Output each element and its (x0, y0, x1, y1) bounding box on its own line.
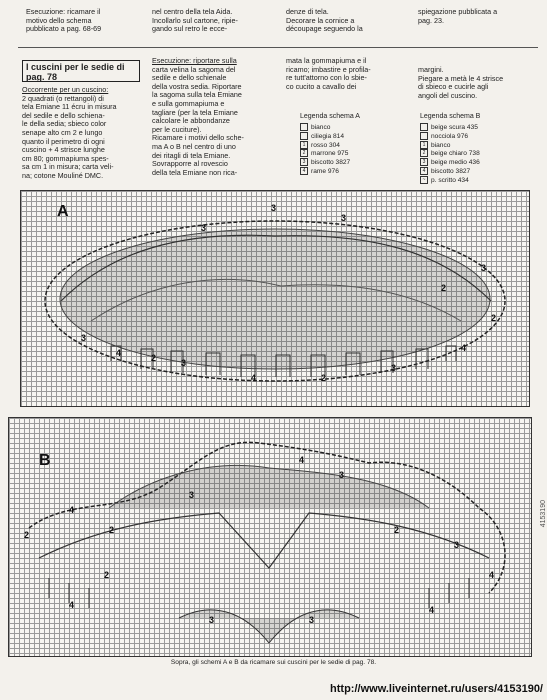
legend-item (300, 123, 360, 132)
text-line: sedile e dello schienale (152, 73, 227, 83)
svg-text:2: 2 (104, 570, 110, 580)
legend-label: rame 976 (311, 167, 339, 175)
svg-text:2: 2 (24, 530, 30, 540)
source-url[interactable]: http://www.liveinternet.ru/users/4153190/ (330, 683, 543, 695)
legend-b-title: Legenda schema B (420, 113, 481, 120)
text-line: quanto il perimetro di ogni (22, 136, 105, 146)
svg-text:3: 3 (339, 470, 345, 480)
text-line: pubblicato a pag. 68-69 (26, 24, 102, 34)
legend-item (420, 123, 480, 132)
text-line: 2 quadrati (o rettangoli) di (22, 93, 104, 103)
svg-text:3: 3 (271, 203, 277, 213)
svg-text:2: 2 (151, 353, 157, 363)
text-line: della vostra sedia. Riportare (152, 81, 242, 91)
legend-label: marrone 975 (311, 150, 349, 157)
col4-body (418, 66, 538, 100)
legend-item (420, 176, 480, 185)
legend-symbol (420, 132, 428, 140)
svg-text:4: 4 (116, 348, 122, 358)
svg-text:2: 2 (394, 525, 400, 535)
legend-item (300, 149, 360, 158)
legend-item (300, 167, 360, 176)
svg-text:3: 3 (81, 333, 87, 343)
legend-label: beige scura 435 (431, 123, 478, 131)
legend-item (300, 141, 360, 150)
svg-text:3: 3 (201, 223, 207, 233)
text-line: Decorare la cornice a (286, 15, 355, 25)
side-code: 4153190 (540, 500, 547, 528)
text-line: di sbieco e cucirle agli (418, 82, 489, 92)
svg-text:4: 4 (489, 570, 495, 580)
esecuzione-text (152, 57, 282, 177)
occorrente-text (22, 86, 144, 181)
text-line: re tutt'attorno con lo sbie- (286, 73, 367, 83)
text-line: Incollarlo sul cartone, ripie- (152, 15, 238, 25)
text-line: e sulla gommapiuma e (152, 98, 225, 108)
chart-b (8, 417, 532, 657)
svg-text:4: 4 (461, 343, 467, 353)
svg-text:4: 4 (251, 373, 257, 383)
text-line: pag. 23. (418, 15, 444, 25)
text-line: le della sedia; sbieco color (22, 119, 107, 129)
figure-caption: Sopra, gli schemi A e B da ricamare sui cuscini per le sedie di pag. 78. (170, 659, 377, 666)
top-col-1 (26, 8, 141, 34)
legend-symbol: 2 (420, 149, 428, 157)
text-line: carta velina la sagoma del (152, 64, 236, 74)
legend-symbol (300, 123, 308, 131)
text-line: motivo dello schema (26, 15, 92, 25)
top-col-3 (286, 8, 401, 34)
text-line: dei ritagli di tela Emiane. (152, 150, 231, 160)
top-col-4 (418, 8, 533, 25)
text-line: cuscino + 4 strisce lunghe (22, 145, 105, 155)
svg-text:3: 3 (481, 263, 487, 273)
svg-text:2: 2 (321, 373, 327, 383)
text-line: la sagoma sulla tela Emiane (152, 90, 242, 100)
svg-text:2: 2 (109, 525, 115, 535)
text-line: denze di tela. (286, 7, 329, 16)
text-line: Esecuzione: ricamare il (26, 7, 101, 16)
svg-text:4: 4 (429, 605, 435, 615)
legend-label: p. scritto 434 (431, 176, 469, 184)
svg-text:3: 3 (454, 540, 460, 550)
legend-symbol: 4 (420, 167, 428, 175)
text-line: spiegazione pubblicata a (418, 7, 498, 16)
legend-label: ciliegia 814 (311, 132, 344, 140)
text-line: na; cotone Mouliné DMC. (22, 170, 104, 180)
legend-symbol (420, 123, 428, 131)
legend-symbol: 3 (300, 158, 308, 166)
svg-text:3: 3 (181, 358, 187, 368)
legend-label: beige medio 436 (431, 158, 480, 166)
svg-text:2: 2 (441, 283, 447, 293)
legend-a (300, 113, 360, 176)
text-line: mata la gommapiuma e il (286, 56, 367, 65)
svg-text:3: 3 (309, 615, 315, 625)
legend-item (420, 158, 480, 167)
top-col-2 (152, 8, 277, 34)
chart-b-motif (9, 418, 531, 656)
text-line: gando sul retro le ecce- (152, 24, 228, 34)
text-line: nel centro della tela Aida. (152, 7, 233, 16)
text-line: cm 80; gommapiuma spes- (22, 153, 109, 163)
legend-item (420, 132, 480, 141)
legend-label: biscotto 3827 (431, 167, 471, 175)
text-line: senape alto cm 2 e lungo (22, 127, 103, 137)
legend-item (420, 167, 480, 176)
svg-text:3: 3 (341, 213, 347, 223)
legend-symbol: 4 (300, 167, 308, 175)
text-line: Occorrente per un cuscino: (22, 85, 109, 94)
text-line: découpage seguendo la (286, 24, 363, 34)
text-line: margini. (418, 65, 444, 74)
text-line: Ricamare i motivi dello sche- (152, 133, 244, 143)
legend-label: biscotto 3827 (311, 158, 351, 166)
legend-item (420, 149, 480, 158)
legend-item (420, 141, 480, 150)
svg-text:4: 4 (299, 455, 305, 465)
legend-symbol: ~ (420, 176, 428, 184)
text-line: Sovrapporre al rovescio (152, 159, 228, 169)
section-title: I cuscini per le sedie di pag. 78 (22, 60, 140, 82)
text-line: Piegare a metà le 4 strisce (418, 73, 504, 83)
svg-text:3: 3 (209, 615, 215, 625)
text-line: ma A o B nel centro di uno (152, 141, 236, 151)
legend-b (420, 113, 480, 184)
text-line: calcolare le abbondanze (152, 116, 230, 126)
svg-text:2: 2 (491, 313, 497, 323)
text-line: tela Emiane 11 écru in misura (22, 102, 117, 112)
chart-a (20, 190, 530, 407)
col3-body (286, 57, 406, 91)
text-line: angoli del cuscino. (418, 90, 478, 100)
svg-text:3: 3 (391, 363, 397, 373)
legend-symbol: 2 (300, 149, 308, 157)
text-line: della tela Emiane non rica- (152, 167, 238, 177)
legend-label: bianco (311, 123, 331, 131)
text-line: tagliare (per la tela Emiane (152, 107, 238, 117)
text-line: Esecuzione: riportare sulla (152, 56, 237, 65)
legend-symbol: 3 (420, 158, 428, 166)
svg-text:3: 3 (189, 490, 195, 500)
text-line: del sedile e dello schiena- (22, 110, 105, 120)
legend-item (300, 132, 360, 141)
legend-label: bianco (431, 141, 451, 149)
legend-label: beige chiaro 738 (431, 150, 480, 157)
chart-a-letter: A (57, 203, 69, 220)
chart-b-letter: B (39, 452, 51, 469)
text-line: sa cm 1 in misura; carta veli- (22, 162, 114, 172)
legend-symbol: 1 (300, 141, 308, 149)
legend-symbol (300, 132, 308, 140)
legend-a-title: Legenda schema A (300, 113, 360, 120)
top-divider (18, 47, 538, 48)
svg-text:4: 4 (69, 505, 75, 515)
text-line: ricamo; imbastire e profila- (286, 64, 371, 74)
legend-symbol: 1 (420, 141, 428, 149)
legend-item (300, 158, 360, 167)
chart-a-motif (21, 191, 529, 406)
legend-label: nocciola 976 (431, 132, 469, 140)
text-line: co cucito a cavallo dei (286, 81, 357, 91)
legend-label: rosso 304 (311, 141, 340, 149)
text-line: per le cuciture). (152, 124, 202, 134)
svg-text:4: 4 (69, 600, 75, 610)
